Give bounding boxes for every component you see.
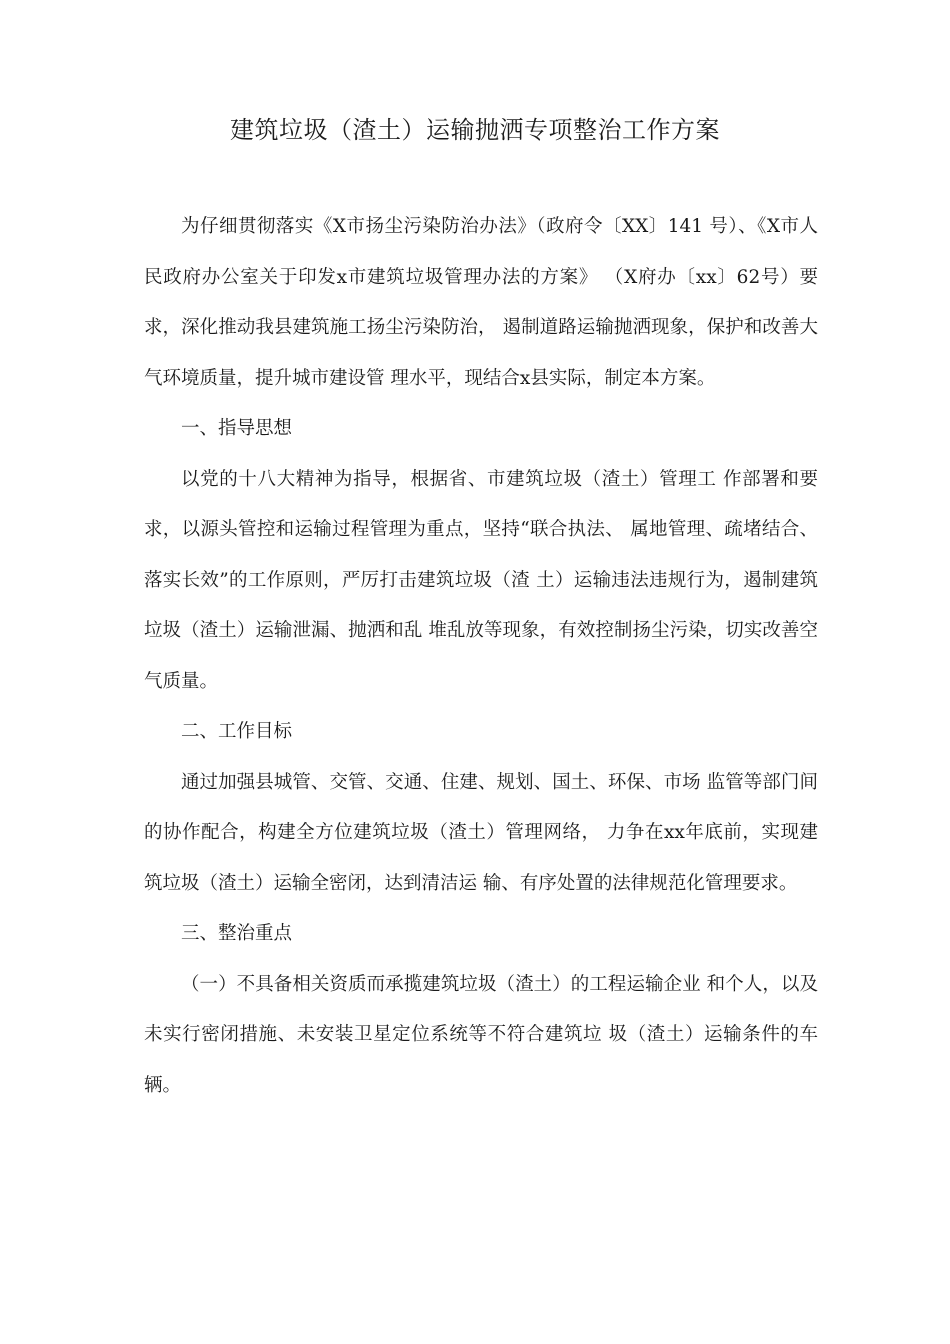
- paragraph-intro: 为仔细贯彻落实《X市扬尘污染防治办法》（政府令〔XX〕141 号）、《X市人民政府办公室关于印发x市建筑垃圾管理办法的方案》 （X府办〔xx〕62号）要求，深化推动我县建筑施工扬尘污染防治， 遏制道路运输抛洒现象，保护和改善大气环境质量，提升城市建设管 理水平，现结合x县实际，制定本方案。: [144, 216, 818, 389]
- paragraph-guiding-ideology: 以党的十八大精神为指导，根据省、市建筑垃圾（渣土）管理工 作部署和要求，以源头管控和运输过程管理为重点，坚持“联合执法、 属地管理、疏堵结合、落实长效”的工作原则，严厉打击建筑垃圾（渣 土）运输违法违规行为，遏制建筑垃圾（渣土）运输泄漏、抛洒和乱 堆乱放等现象，有效控制扬尘污染，切实改善空气质量。: [144, 468, 818, 692]
- paragraph-work-goals: 通过加强县城管、交管、交通、住建、规划、国土、环保、市场 监管等部门间的协作配合，构建全方位建筑垃圾（渣土）管理网络， 力争在xx年底前，实现建筑垃圾（渣土）运输全密闭，达到清洁运 输、有序处置的法律规范化管理要求。: [144, 771, 818, 894]
- section-heading-key-points: 三、整治重点: [181, 923, 293, 944]
- document-title: 建筑垃圾（渣土）运输抛洒专项整治工作方案: [230, 116, 720, 144]
- section-heading-work-goals: 二、工作目标: [181, 721, 293, 742]
- section-heading-guiding-ideology: 一、指导思想: [181, 418, 293, 439]
- paragraph-key-point-1: （一）不具备相关资质而承揽建筑垃圾（渣土）的工程运输企业 和个人，以及未实行密闭措施、未安装卫星定位系统等不符合建筑垃 圾（渣土）运输条件的车辆。: [144, 973, 818, 1096]
- document-body: [144, 202, 818, 1111]
